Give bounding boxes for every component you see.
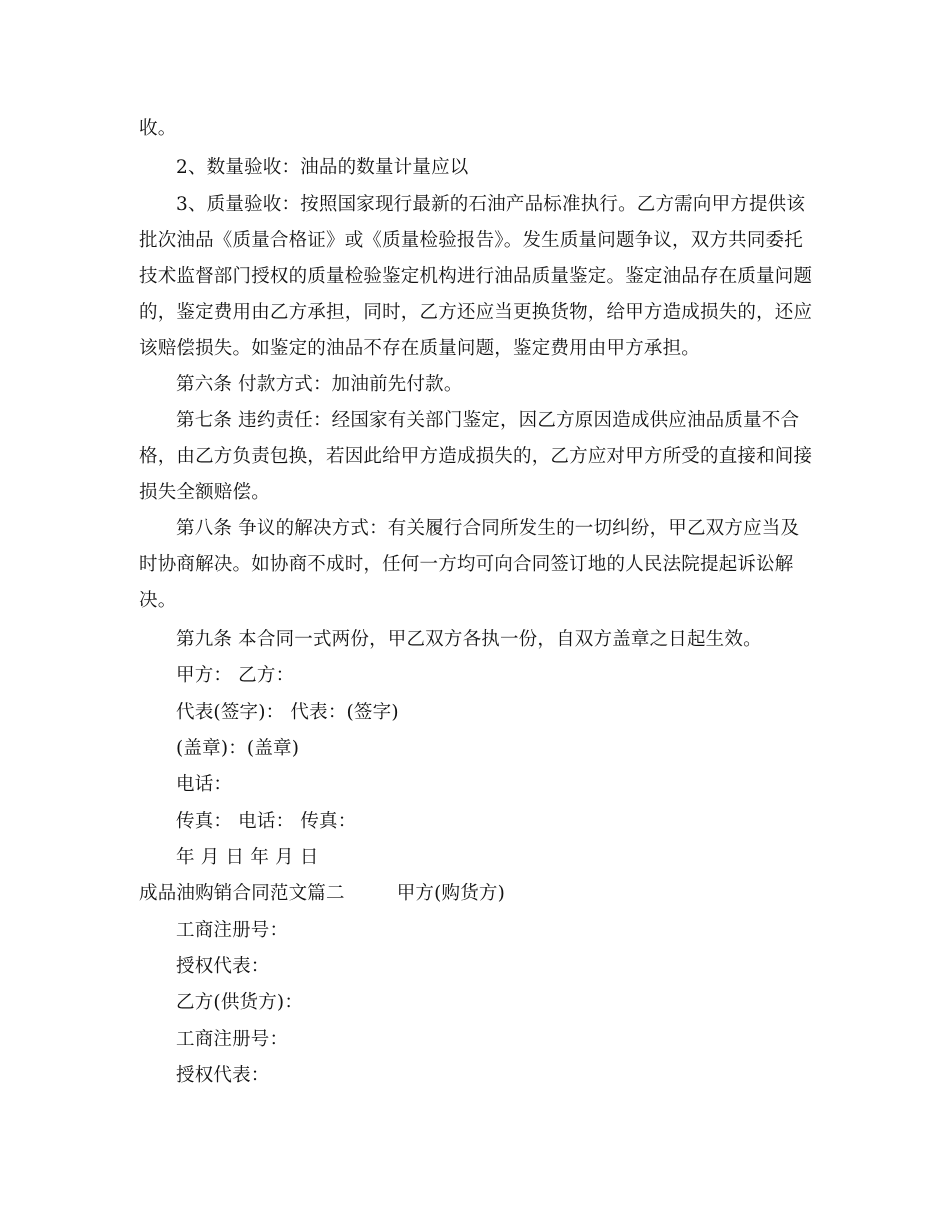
text-line: 时协商解决。如协商不成时，任何一方均可向合同签订地的人民法院提起诉讼解 <box>139 554 794 575</box>
text-line: 电话： <box>176 774 233 795</box>
text-line: 工商注册号： <box>176 1029 289 1050</box>
text-line: 格，由乙方负责包换，若因此给甲方造成损失的，乙方应对甲方所受的直接和间接 <box>139 446 813 467</box>
text-line: 授权代表： <box>176 956 270 977</box>
text-line: 收。 <box>139 118 177 139</box>
text-line: 第八条 争议的解决方式：有关履行合同所发生的一切纠纷，甲乙双方应当及 <box>176 518 800 539</box>
text-line: 代表(签字)： 代表：(签字) <box>176 702 399 723</box>
text-line: 传真： 电话： 传真： <box>176 811 357 832</box>
text-line: 乙方(供货方)： <box>176 992 304 1013</box>
section-title: 成品油购销合同范文篇二 <box>139 883 345 904</box>
text-line: (盖章)：(盖章) <box>176 738 300 759</box>
text-line: 工商注册号： <box>176 920 289 941</box>
text-line: 甲方： 乙方： <box>176 665 295 686</box>
text-line: 该赔偿损失。如鉴定的油品不存在质量问题，鉴定费用由甲方承担。 <box>139 338 701 359</box>
text-line: 3、质量验收：按照国家现行最新的石油产品标准执行。乙方需向甲方提供该 <box>176 194 806 215</box>
text-line: 第九条 本合同一式两份，甲乙双方各执一份，自双方盖章之日起生效。 <box>176 629 762 650</box>
section-party: 甲方(购货方) <box>396 883 506 904</box>
text-line: 决。 <box>139 590 177 611</box>
text-line: 2、数量验收：油品的数量计量应以 <box>176 157 469 178</box>
text-line: 技术监督部门授权的质量检验鉴定机构进行油品质量鉴定。鉴定油品存在质量问题 <box>139 266 813 287</box>
text-line: 授权代表： <box>176 1065 270 1086</box>
text-line: 第六条 付款方式：加油前先付款。 <box>176 374 463 395</box>
section-heading-line <box>139 882 505 906</box>
text-line: 的，鉴定费用由乙方承担，同时，乙方还应当更换货物，给甲方造成损失的，还应 <box>139 302 813 323</box>
text-line: 年 月 日 年 月 日 <box>176 847 319 868</box>
text-line: 损失全额赔偿。 <box>139 482 270 503</box>
text-line: 批次油品《质量合格证》或《质量检验报告》。发生质量问题争议，双方共同委托 <box>139 230 803 251</box>
text-line: 第七条 违约责任：经国家有关部门鉴定，因乙方原因造成供应油品质量不合 <box>176 410 800 431</box>
